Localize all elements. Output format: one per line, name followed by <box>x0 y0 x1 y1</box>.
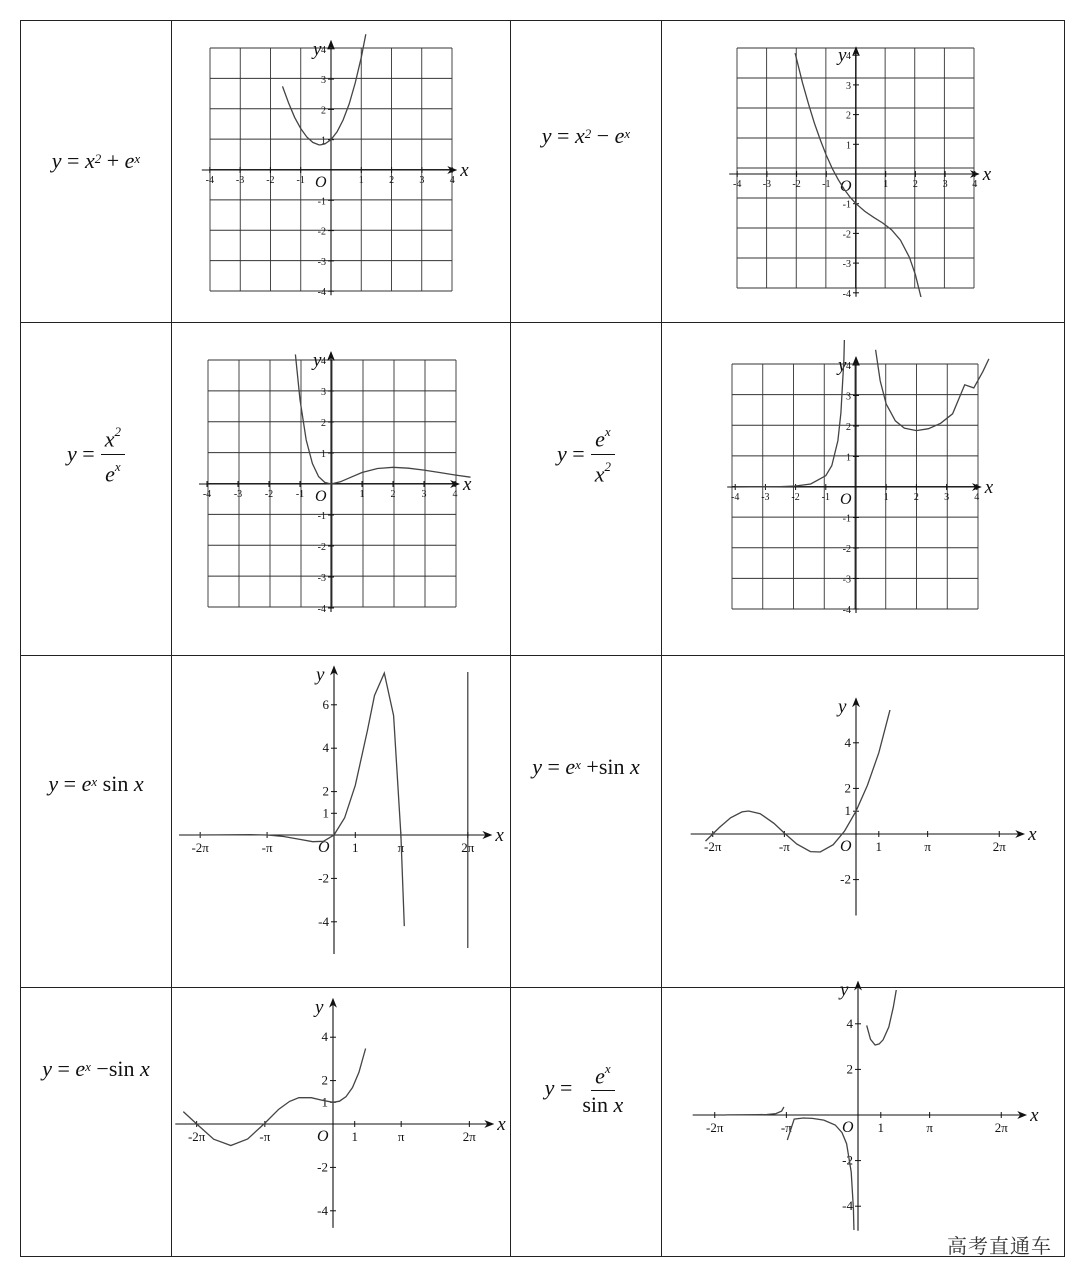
x-tick-label: 2 <box>389 175 395 186</box>
y-tick-label: 2 <box>321 1072 328 1088</box>
x-tick-label: -3 <box>233 489 243 500</box>
y-tick-label: -2 <box>317 542 326 553</box>
x-tick-label: -π <box>780 1120 792 1135</box>
x-axis-label: x <box>495 825 504 846</box>
origin-label: O <box>315 174 327 191</box>
formula-ex-minus-sinx: y = e $^x$ − sin x <box>42 1056 150 1081</box>
y-axis-label: y <box>316 664 325 686</box>
y-tick-label: -2 <box>317 1159 328 1175</box>
x-tick-label: 1 <box>877 1120 885 1135</box>
x-axis-label: x <box>984 477 994 498</box>
y-tick-label: 4 <box>322 740 329 756</box>
origin-label: O <box>840 491 852 508</box>
chart-c7 <box>175 997 506 1228</box>
y-axis-label: y <box>838 45 847 67</box>
y-tick-label: -2 <box>842 229 851 241</box>
y-tick-label: 4 <box>321 1029 328 1045</box>
y-tick-label: -3 <box>842 259 851 271</box>
y-axis-label: y <box>313 38 322 60</box>
y-tick-label: 4 <box>846 51 851 63</box>
y-tick-label: 4 <box>321 356 326 367</box>
y-tick-label: 3 <box>321 75 326 87</box>
x-tick-label: -4 <box>202 489 212 500</box>
formula-ex-sinx: y = e $^x$ sin x <box>48 771 144 796</box>
y-tick-label: 1 <box>322 805 329 821</box>
x-tick-label: -π <box>778 839 790 854</box>
x-tick-label: π <box>924 839 931 854</box>
x-tick-label: -π <box>259 1129 271 1144</box>
chart-c5 <box>179 664 504 954</box>
y-tick-label: 2 <box>844 780 851 796</box>
y-tick-label: 1 <box>846 452 851 464</box>
origin-label: O <box>840 178 852 195</box>
x-tick-label: -4 <box>205 175 214 186</box>
fraction: $\frac{e^x}{x^2}$ <box>591 422 615 486</box>
x-tick-label: -3 <box>761 492 770 503</box>
chart-c4 <box>727 236 994 616</box>
y-tick-label: -3 <box>317 573 326 584</box>
y-tick-label: 2 <box>321 418 326 429</box>
x-tick-label: -2 <box>264 489 274 500</box>
x-tick-label: 1 <box>883 179 889 190</box>
x-tick-label: 3 <box>421 489 427 500</box>
x-axis-label: x <box>460 160 469 181</box>
series-line <box>183 1049 365 1146</box>
x-tick-label: -2π <box>704 839 722 854</box>
x-tick-label: 1 <box>359 489 365 500</box>
y-tick-label: -4 <box>317 1202 328 1218</box>
y-axis-label: y <box>840 979 849 1001</box>
x-tick-label: 4 <box>972 179 978 190</box>
x-tick-label: 4 <box>452 489 458 500</box>
x-tick-label: -2 <box>266 175 275 186</box>
x-tick-label: 2π <box>994 1120 1008 1135</box>
series-line <box>726 1107 784 1115</box>
x-tick-label: 1 <box>351 1129 358 1144</box>
x-tick-label: -1 <box>821 492 830 503</box>
x-tick-label: -2 <box>791 492 800 503</box>
y-tick-label: -2 <box>842 544 851 555</box>
y-tick-label: -2 <box>840 871 851 887</box>
watermark: 高考直通车 <box>947 1234 1052 1258</box>
x-tick-label: 2π <box>461 840 475 855</box>
y-axis-label: y <box>838 696 847 718</box>
origin-label: O <box>842 1119 854 1136</box>
y-tick-label: 4 <box>321 44 326 56</box>
x-axis-label: x <box>497 1114 506 1135</box>
y-tick-label: -4 <box>842 1198 853 1214</box>
x-tick-label: 1 <box>875 839 883 854</box>
x-tick-label: -1 <box>295 489 305 500</box>
x-tick-label: 3 <box>944 492 950 503</box>
x-axis-label: x <box>1028 824 1037 845</box>
y-tick-label: 2 <box>321 105 326 117</box>
series-line <box>867 981 898 1046</box>
y-tick-label: -2 <box>317 226 326 238</box>
y-tick-label: -1 <box>317 196 326 208</box>
y-tick-label: -2 <box>842 1152 853 1168</box>
x-tick-label: 2π <box>462 1129 476 1144</box>
x-tick-label: 2 <box>912 179 918 190</box>
origin-label: O <box>840 838 852 855</box>
x-tick-label: 3 <box>942 179 948 190</box>
fraction: $\frac{x^2}{e^x}$ <box>101 422 125 486</box>
y-tick-label: -1 <box>317 511 326 522</box>
x-tick-label: π <box>397 840 405 855</box>
x-tick-label: 2π <box>992 839 1006 854</box>
formula-x2-plus-ex: y = x $^2$ + e $^x$ <box>51 148 141 173</box>
x-tick-label: 4 <box>449 175 455 186</box>
x-tick-label: 3 <box>419 175 425 186</box>
chart-c1 <box>202 34 469 298</box>
y-tick-label: 2 <box>322 783 329 799</box>
x-tick-label: π <box>926 1120 933 1135</box>
x-tick-label: -3 <box>762 179 772 190</box>
y-tick-label: -1 <box>842 513 851 525</box>
x-tick-label: 1 <box>352 840 359 855</box>
y-tick-label: 4 <box>846 361 851 372</box>
y-tick-label: -4 <box>317 604 326 615</box>
y-tick-label: -2 <box>318 870 329 886</box>
y-tick-label: 1 <box>844 803 851 819</box>
x-tick-label: 1 <box>358 175 364 186</box>
y-axis-label: y <box>313 350 322 371</box>
y-tick-label: 1 <box>321 449 326 460</box>
formula-x2-over-ex: y = $\frac{x^2}{e^x}$ <box>21 323 171 585</box>
y-tick-label: 4 <box>844 734 851 750</box>
formula-x2-minus-ex: y = x $^2$ − e $^x$ <box>541 123 631 148</box>
chart-c6 <box>691 674 1037 916</box>
series-line <box>193 673 404 926</box>
origin-label: O <box>315 488 327 505</box>
x-tick-label: -2π <box>187 1129 206 1144</box>
x-tick-label: 2 <box>913 492 919 503</box>
y-tick-label: 6 <box>322 696 329 712</box>
chart-c3 <box>199 350 472 615</box>
origin-label: O <box>317 1128 329 1145</box>
origin-label: O <box>318 839 330 856</box>
x-tick-label: -2π <box>191 840 209 855</box>
y-tick-label: 1 <box>846 140 851 152</box>
x-axis-label: x <box>463 474 472 495</box>
y-tick-label: -3 <box>842 574 851 586</box>
y-tick-label: -4 <box>842 605 851 616</box>
formula-ex-over-sinx: y = $\frac{e^x}{\text{sin x}}$ <box>511 988 661 1188</box>
series-line <box>876 350 989 431</box>
chart-c2 <box>729 45 992 361</box>
y-tick-label: -4 <box>318 913 329 929</box>
y-tick-label: 3 <box>846 80 851 92</box>
x-tick-label: -2 <box>792 179 801 190</box>
y-tick-label: 2 <box>846 110 851 122</box>
y-tick-label: 1 <box>321 1094 328 1110</box>
formula-ex-plus-sinx: y = e $^x$ + sin x <box>532 754 640 779</box>
y-tick-label: 2 <box>846 422 851 433</box>
x-tick-label: -π <box>261 840 273 855</box>
y-tick-label: -4 <box>842 288 851 300</box>
x-tick-label: -4 <box>733 179 742 190</box>
y-tick-label: 1 <box>321 135 326 147</box>
fraction: $\frac{e^x}{\text{sin x}}$ <box>582 1060 624 1118</box>
x-tick-label: -3 <box>235 175 245 186</box>
y-tick-label: 4 <box>846 1015 853 1031</box>
y-tick-label: 3 <box>321 387 326 398</box>
y-tick-label: 3 <box>846 391 851 403</box>
y-tick-label: -3 <box>317 256 326 268</box>
y-axis-label: y <box>315 996 324 1018</box>
y-axis-label: y <box>838 355 847 376</box>
x-axis-label: x <box>1030 1105 1039 1126</box>
x-tick-label: -4 <box>731 492 740 503</box>
formula-ex-over-x2: y = $\frac{e^x}{x^2}$ <box>511 323 661 585</box>
series-line <box>795 53 932 361</box>
x-tick-label: π <box>397 1129 405 1144</box>
y-tick-label: -4 <box>317 287 326 299</box>
x-tick-label: -1 <box>822 179 831 190</box>
x-tick-label: 1 <box>883 492 889 503</box>
series-line <box>735 236 847 487</box>
x-tick-label: -1 <box>296 175 305 186</box>
y-tick-label: 2 <box>846 1061 853 1077</box>
y-tick-label: -1 <box>842 199 851 211</box>
x-tick-label: 4 <box>974 492 980 503</box>
x-axis-label: x <box>982 164 992 185</box>
x-tick-label: 2 <box>390 489 396 500</box>
x-tick-label: -2π <box>706 1120 724 1135</box>
series-line <box>706 674 898 852</box>
